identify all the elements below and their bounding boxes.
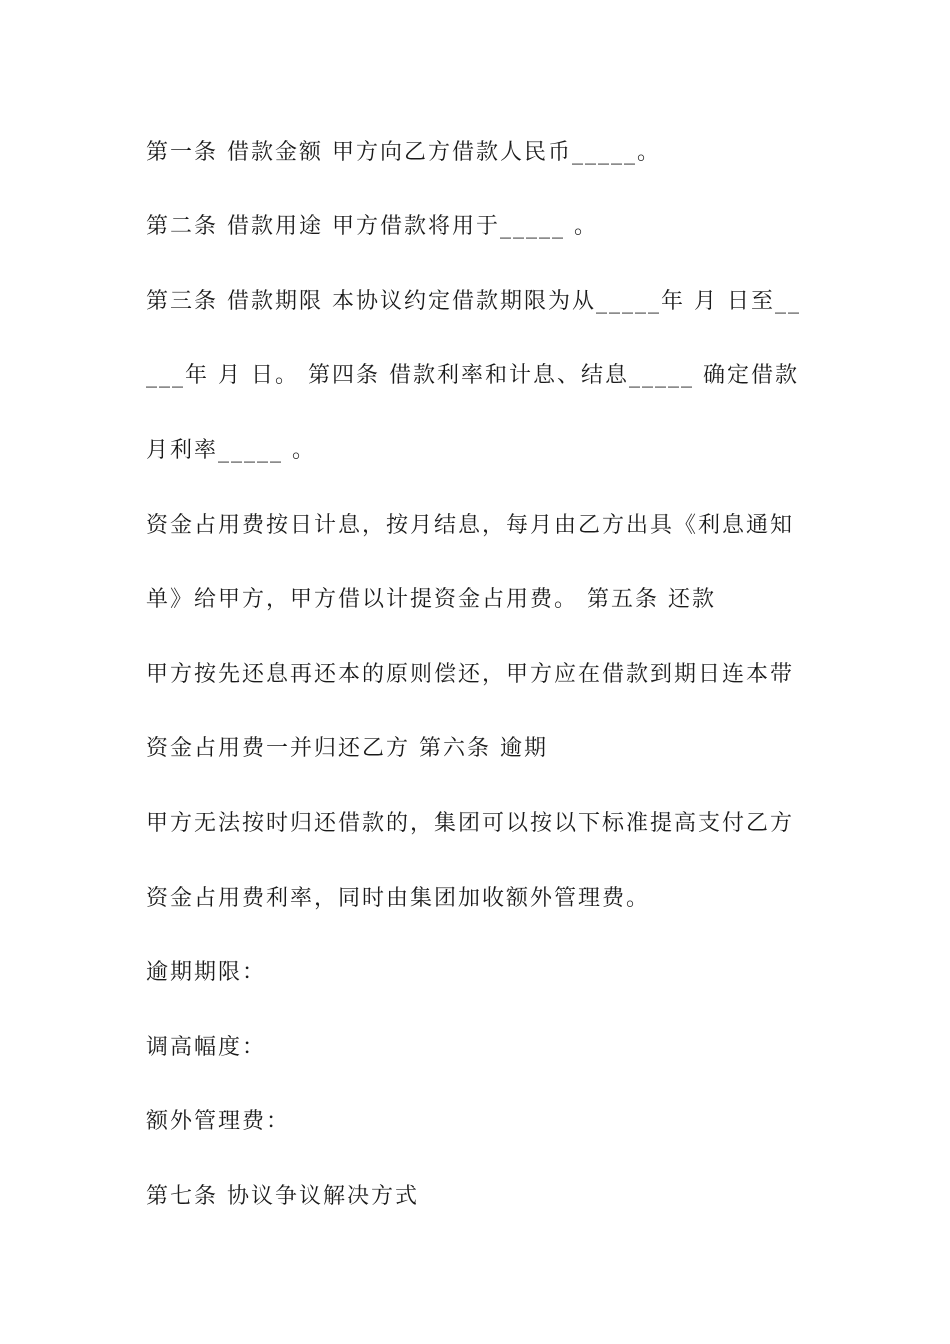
article-3-loan-term: 第三条 借款期限 本协议约定借款期限为从_____年 月 日至__ [146, 289, 801, 314]
article-7-dispute-resolution: 第七条 协议争议解决方式 [146, 1184, 419, 1209]
article-4-interest-rate: ___年 月 日。 第四条 借款利率和计息、结息_____ 确定借款 [146, 363, 799, 388]
article-1-loan-amount: 第一条 借款金额 甲方向乙方借款人民币_____。 [146, 140, 661, 165]
monthly-rate-line: 月利率_____ 。 [146, 438, 316, 463]
repayment-principle-line: 甲方按先还息再还本的原则偿还，甲方应在借款到期日连本带 [146, 662, 795, 687]
rate-increase-label: 调高幅度： [146, 1035, 267, 1060]
interest-calculation-line: 资金占用费按日计息，按月结息，每月由乙方出具《利息通知 [146, 513, 795, 538]
article-5-repayment: 单》给甲方，甲方借以计提资金占用费。 第五条 还款 [146, 587, 716, 612]
extra-management-fee-label: 额外管理费： [146, 1109, 291, 1134]
article-2-loan-purpose: 第二条 借款用途 甲方借款将用于_____ 。 [146, 214, 598, 239]
overdue-penalty-line: 甲方无法按时归还借款的，集团可以按以下标准提高支付乙方 [146, 811, 795, 836]
overdue-period-label: 逾期期限： [146, 960, 267, 985]
article-6-overdue: 资金占用费一并归还乙方 第六条 逾期 [146, 736, 548, 761]
management-fee-line: 资金占用费利率，同时由集团加收额外管理费。 [146, 886, 651, 911]
